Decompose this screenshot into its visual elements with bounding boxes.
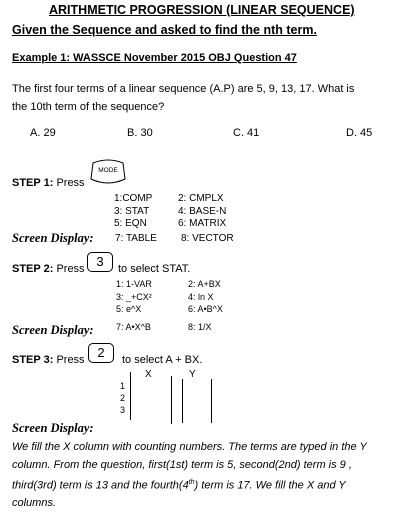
menu-item: 4: BASE-N <box>178 205 227 217</box>
menu-item: 3: _+CX² <box>116 291 152 302</box>
mode-key-icon <box>89 157 127 185</box>
step3-label: STEP 3: <box>12 354 54 366</box>
page-subtitle: Given the Sequence and asked to find the nth term. <box>12 23 317 37</box>
option-d: D. 45 <box>346 127 373 139</box>
menu-item: 5: e^X <box>116 304 142 314</box>
step2-after: to select STAT. <box>118 263 191 275</box>
step3-press: Press <box>56 354 85 366</box>
question-line-2: the 10th term of the sequence? <box>12 101 165 113</box>
row-number: 3 <box>120 405 126 415</box>
step2-screen-display-label: Screen Display: <box>12 323 94 337</box>
step1-screen-display-label: Screen Display: <box>12 231 94 245</box>
step3-text <box>12 354 85 366</box>
column-x-header: X <box>145 369 152 380</box>
step1-text <box>12 177 85 189</box>
row-number: 2 <box>120 393 126 403</box>
table-divider <box>211 379 212 423</box>
page-title: ARITHMETIC PROGRESSION (LINEAR SEQUENCE) <box>49 3 355 17</box>
menu-item: 4: ln X <box>188 291 214 302</box>
explanation-sup: th <box>188 479 195 486</box>
menu-item: 6: A•B^X <box>188 304 223 314</box>
menu-item: 2: A+BX <box>188 279 221 289</box>
explanation-part1: We fill the X column with counting numbers. The terms are typed in the Y column. From the question, first(1st) term is 5, second(2nd) term is 9 , third(3rd) term is 13 and the fourth(4 <box>12 441 367 492</box>
step2-menu-col2 <box>188 278 223 316</box>
option-b: B. 30 <box>127 127 153 139</box>
step1-menu-col1 <box>114 193 152 231</box>
example-heading: Example 1: WASSCE November 2015 OBJ Question 47 <box>12 52 297 64</box>
mode-key-label: MODE <box>98 167 118 174</box>
step3-screen-display-label: Screen Display: <box>12 421 94 435</box>
step2-text <box>12 263 85 275</box>
menu-item: 2: CMPLX <box>178 193 224 204</box>
question-line-1: The first four terms of a linear sequence (A.P) are 5, 9, 13, 17. What is <box>12 83 355 95</box>
menu-item: 5: EQN <box>114 218 147 229</box>
column-y-header: Y <box>189 369 196 380</box>
step1-menu-col2 <box>178 193 226 231</box>
step3-after: to select A + BX. <box>122 354 203 366</box>
option-a: A. 29 <box>30 127 56 139</box>
row-number: 1 <box>120 381 126 391</box>
key-2-icon: 2 <box>88 343 114 363</box>
menu-item: 7: A•X^B <box>116 322 151 332</box>
step1-label: STEP 1: <box>12 177 54 189</box>
table-divider <box>182 379 183 423</box>
option-c: C. 41 <box>233 127 260 139</box>
step2-label: STEP 2: <box>12 263 54 275</box>
key-3-icon: 3 <box>87 252 113 272</box>
menu-item: 1: 1-VAR <box>116 279 152 289</box>
menu-item: 8: 1/X <box>188 322 212 332</box>
explanation-part2: ) term is 17. We fill the X and Y columns. <box>12 479 346 510</box>
step2-press: Press <box>56 263 85 275</box>
row-numbers <box>120 380 125 416</box>
menu-item: 6: MATRIX <box>178 218 227 229</box>
menu-item: 3: STAT <box>114 205 150 217</box>
table-divider <box>171 376 172 424</box>
table-divider <box>130 372 131 420</box>
step1-press: Press <box>56 177 85 189</box>
menu-item: 7: TABLE <box>115 233 157 244</box>
explanation-paragraph <box>12 439 392 513</box>
step2-menu-col1 <box>116 278 152 316</box>
menu-item: 1:COMP <box>114 193 153 204</box>
menu-item: 8: VECTOR <box>181 233 234 244</box>
